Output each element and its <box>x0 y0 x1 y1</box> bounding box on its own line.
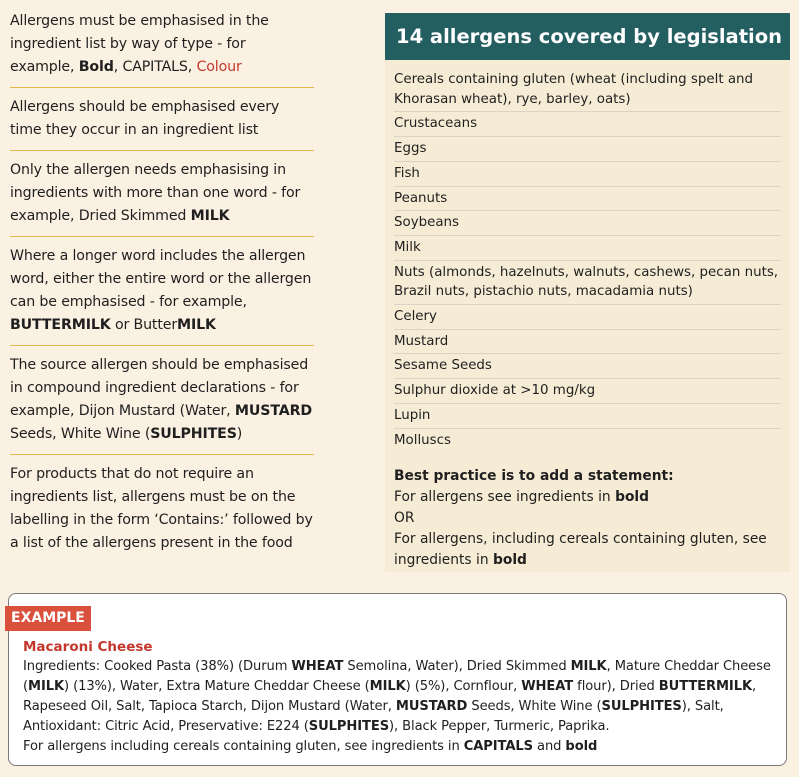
rule-4-text: Where a longer word includes the allergen word, either the entire word or the allergen can be emphasised - for example, <box>10 248 312 310</box>
allergen-item: Nuts (almonds, hazelnuts, walnuts, cashews, pecan nuts, Brazil nuts, pistachio nuts, macadamia nuts) <box>394 261 781 305</box>
rule-2 <box>10 96 314 151</box>
example-ingredients-text: , Rapeseed Oil, Salt, Tapioca Starch, Dijon Mustard (Water, <box>23 679 757 714</box>
rule-1-emphasis: Colour <box>196 59 242 75</box>
best-practice-line-1-bold: bold <box>615 489 650 506</box>
rule-4-emphasis: BUTTERMILK <box>10 317 111 333</box>
rule-5-text: The source allergen should be emphasised in compound ingredient declarations - for example, Dijon Mustard (Water, <box>10 357 309 419</box>
example-ingredients-emphasis: MILK <box>570 659 607 674</box>
rule-1-text: , CAPITALS, <box>113 59 197 75</box>
best-practice-line-1-text: For allergens see ingredients in <box>394 489 616 506</box>
example-ingredients-emphasis: WHEAT <box>521 679 574 694</box>
example-ingredients-emphasis: WHEAT <box>291 659 344 674</box>
allergen-item: Crustaceans <box>394 112 781 137</box>
example-ingredients-text: ), Black Pepper, Turmeric, Paprika. <box>389 719 610 734</box>
example-ingredients-emphasis: bold <box>565 739 598 754</box>
rule-5-text: Seeds, White Wine ( <box>10 426 151 442</box>
rule-3-text: Only the allergen needs emphasising in ingredients with more than one word - for example, Dried Skimmed <box>10 162 301 224</box>
example-ingredients-emphasis: MILK <box>369 679 406 694</box>
allergens-panel <box>385 13 790 572</box>
example-ingredients-text: flour), Dried <box>573 679 659 694</box>
rule-5-emphasis: MUSTARD <box>234 403 312 419</box>
example-ingredients-emphasis: BUTTERMILK <box>658 679 752 694</box>
allergen-item: Soybeans <box>394 211 781 236</box>
example-box <box>8 593 787 766</box>
allergen-item: Lupin <box>394 404 781 429</box>
rule-4-emphasis: MILK <box>177 317 216 333</box>
example-title: Macaroni Cheese <box>23 639 153 655</box>
example-ingredients-emphasis: SULPHITES <box>601 699 682 714</box>
best-practice-line-1 <box>394 487 781 508</box>
example-ingredients-text: , Mature Cheddar Cheese ( <box>23 659 771 694</box>
example-ingredients-text: Semolina, Water), Dried Skimmed <box>343 659 571 674</box>
rule-4 <box>10 245 314 346</box>
allergen-item: Milk <box>394 236 781 261</box>
rule-1-emphasis: Bold <box>78 59 114 75</box>
example-ingredients-text: ) (5%), Cornflour, <box>405 679 522 694</box>
allergen-item: Mustard <box>394 330 781 355</box>
rule-1-text: Allergens must be emphasised in the ingredient list by way of type - for example, <box>10 13 269 75</box>
example-ingredients-text: Ingredients: Cooked Pasta (38%) (Durum <box>23 659 292 674</box>
example-ingredients-emphasis: SULPHITES <box>308 719 390 734</box>
allergen-item: Molluscs <box>394 432 451 448</box>
rule-5-text: ) <box>236 426 243 442</box>
allergen-item: Sesame Seeds <box>394 354 781 379</box>
allergen-item: Sulphur dioxide at >10 mg/kg <box>394 379 781 404</box>
rule-2-text: Allergens should be emphasised every time they occur in an ingredient list <box>10 99 280 138</box>
example-ingredients-text: and <box>532 739 566 754</box>
best-practice-or: OR <box>394 510 415 527</box>
example-ingredients-emphasis: MUSTARD <box>395 699 468 714</box>
rule-5-emphasis: SULPHITES <box>150 426 237 442</box>
example-tag: EXAMPLE <box>5 606 91 631</box>
rule-3-emphasis: MILK <box>190 208 230 224</box>
rule-3 <box>10 159 314 237</box>
example-body <box>23 638 775 757</box>
rule-5 <box>10 354 314 455</box>
allergen-item: Cereals containing gluten (wheat (including spelt and Khorasan wheat), rye, barley, oats) <box>394 68 781 112</box>
best-practice-line-2-text: For allergens, including cereals containing gluten, see ingredients in <box>394 531 767 569</box>
rule-1 <box>10 10 314 88</box>
example-ingredients-text: For allergens including cereals containing gluten, see ingredients in <box>23 739 464 754</box>
rule-6 <box>10 463 314 563</box>
best-practice-box <box>394 466 781 571</box>
example-ingredients-text: ) (13%), Water, Extra Mature Cheddar Cheese ( <box>64 679 370 694</box>
example-ingredients-emphasis: CAPITALS <box>463 739 533 754</box>
rule-6-text: For products that do not require an ingredients list, allergens must be on the labelling in the form ‘Contains:’ followed by a list of the allergens present in the food <box>10 466 313 551</box>
allergen-item: Peanuts <box>394 187 781 212</box>
example-ingredients-emphasis: MILK <box>28 679 65 694</box>
example-ingredients <box>23 657 775 757</box>
best-practice-line-2-bold: bold <box>492 552 527 569</box>
rules-column <box>10 10 314 571</box>
best-practice-heading: Best practice is to add a statement: <box>394 468 674 485</box>
allergen-item: Eggs <box>394 137 781 162</box>
example-ingredients-text: ), Salt, Antioxidant: Citric Acid, Preservative: E224 ( <box>23 699 724 734</box>
allergens-panel-title: 14 allergens covered by legislation <box>385 13 790 60</box>
rule-4-text: or Butter <box>110 317 178 333</box>
allergen-item: Celery <box>394 305 781 330</box>
best-practice-line-2 <box>394 529 781 571</box>
allergen-item: Fish <box>394 162 781 187</box>
example-ingredients-text: Seeds, White Wine ( <box>467 699 602 714</box>
allergen-list <box>394 68 781 452</box>
